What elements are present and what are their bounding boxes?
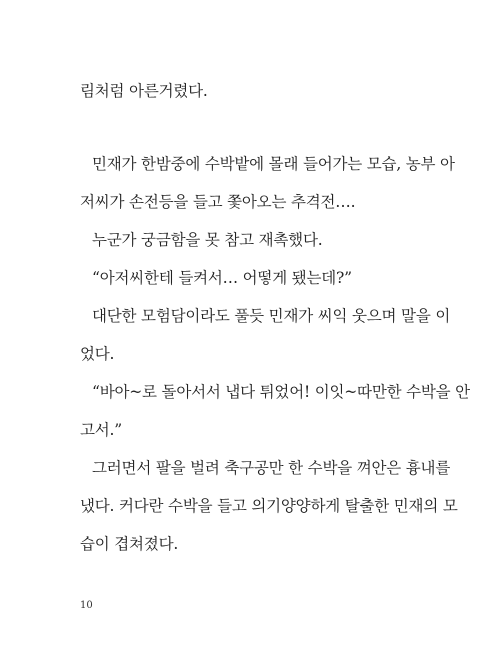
page-number: 10 xyxy=(80,600,93,611)
text-line-7: 었다. xyxy=(80,345,115,363)
text-line-1: 림처럼 아른거렸다. xyxy=(80,82,208,100)
text-line-12: 습이 겹쳐졌다. xyxy=(80,535,179,553)
text-line-5: “아저씨한테 들켜서… 어떻게 됐는데?” xyxy=(92,269,352,287)
text-line-11: 냈다. 커다란 수박을 들고 의기양양하게 탈출한 민재의 모 xyxy=(80,497,458,515)
text-line-9: 고서.” xyxy=(80,421,122,439)
text-line-6: 대단한 모험담이라도 풀듯 민재가 씨익 웃으며 말을 이 xyxy=(92,307,451,325)
text-line-3: 저씨가 손전등을 들고 쫓아오는 추격전…. xyxy=(80,193,356,211)
text-line-4: 누군가 궁금함을 못 참고 재촉했다. xyxy=(92,231,323,249)
text-line-10: 그러면서 팔을 벌려 축구공만 한 수박을 껴안은 흉내를 xyxy=(92,459,451,477)
text-line-2: 민재가 한밤중에 수박밭에 몰래 들어가는 모습, 농부 아 xyxy=(92,155,455,173)
text-line-8: “바아~로 돌아서서 냅다 튀었어! 이잇~따만한 수박을 안 xyxy=(92,383,470,401)
